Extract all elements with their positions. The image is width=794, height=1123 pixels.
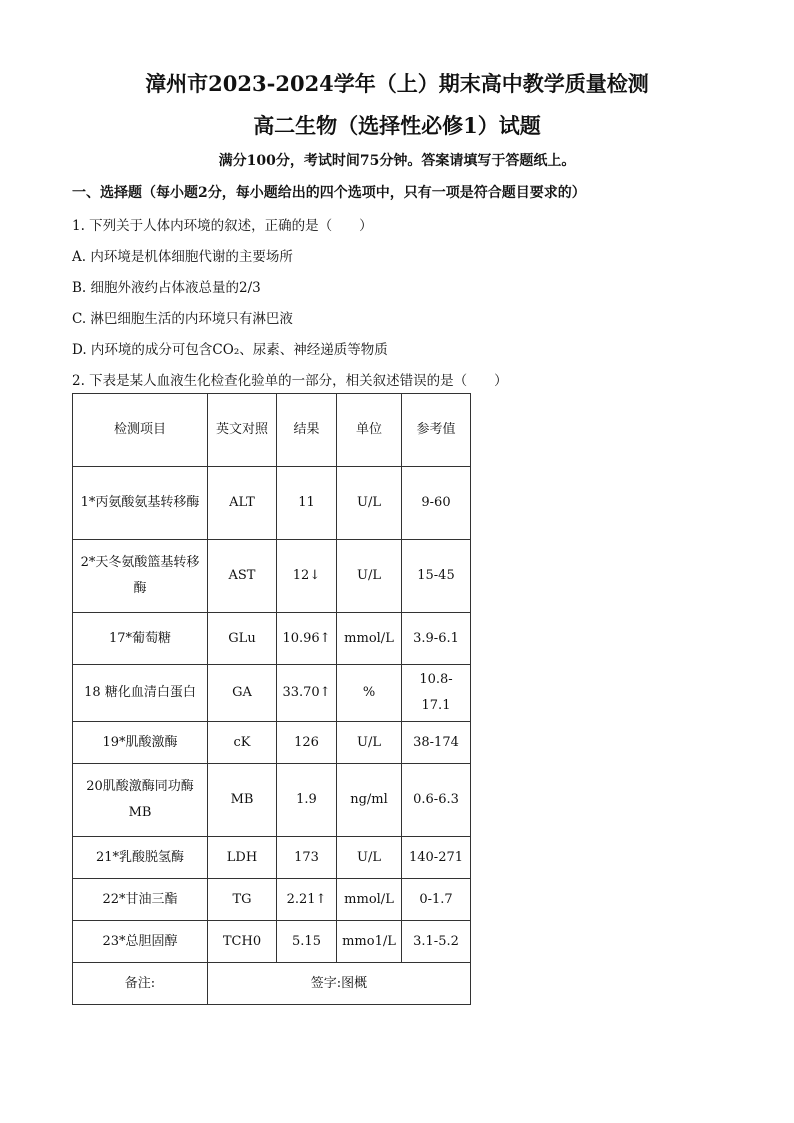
cell-reference: 3.9-6.1 bbox=[402, 613, 471, 665]
cell-reference: 140-271 bbox=[402, 837, 471, 879]
cell-unit: % bbox=[337, 665, 402, 722]
cell-item: 23*总胆固醇 bbox=[73, 921, 208, 963]
cell-item: 1*丙氨酸氨基转移酶 bbox=[73, 467, 208, 540]
table-header-row bbox=[73, 394, 471, 467]
cell-reference: 3.1-5.2 bbox=[402, 921, 471, 963]
table-row bbox=[73, 722, 471, 764]
cell-code: TG bbox=[208, 879, 277, 921]
table-row bbox=[73, 764, 471, 837]
question-1-stem: 1. 下列关于人体内环境的叙述，正确的是（ ） bbox=[72, 218, 373, 234]
question-1-option-d: D. 内环境的成分可包含CO₂、尿素、神经递质等物质 bbox=[72, 342, 388, 358]
cell-reference: 38-174 bbox=[402, 722, 471, 764]
cell-reference: 0-1.7 bbox=[402, 879, 471, 921]
question-2-stem: 2. 下表是某人血液生化检查化验单的一部分，相关叙述错误的是（ ） bbox=[72, 373, 508, 389]
cell-unit: U/L bbox=[337, 722, 402, 764]
signature-cell: 签字:图概 bbox=[208, 963, 471, 1005]
cell-item: 20肌酸激酶同功酶MB bbox=[73, 764, 208, 837]
cell-unit: mmo1/L bbox=[337, 921, 402, 963]
blood-test-table bbox=[72, 393, 471, 1005]
cell-item: 2*天冬氨酸篮基转移酶 bbox=[73, 540, 208, 613]
header-cell: 参考值 bbox=[402, 394, 471, 467]
cell-unit: ng/ml bbox=[337, 764, 402, 837]
cell-reference: 10.8-17.1 bbox=[402, 665, 471, 722]
table-row bbox=[73, 467, 471, 540]
table-row bbox=[73, 879, 471, 921]
cell-result: 33.70↑ bbox=[277, 665, 337, 722]
table-row bbox=[73, 613, 471, 665]
remarks-cell: 备注: bbox=[73, 963, 208, 1005]
question-1-option-b: B. 细胞外液约占体液总量的2/3 bbox=[72, 280, 261, 296]
table-row bbox=[73, 837, 471, 879]
question-1-option-c: C. 淋巴细胞生活的内环境只有淋巴液 bbox=[72, 311, 293, 327]
table-row bbox=[73, 921, 471, 963]
exam-subtitle: 高二生物（选择性必修1）试题 bbox=[253, 113, 541, 138]
cell-code: TCH0 bbox=[208, 921, 277, 963]
cell-code: LDH bbox=[208, 837, 277, 879]
cell-code: cK bbox=[208, 722, 277, 764]
question-1-option-a: A. 内环境是机体细胞代谢的主要场所 bbox=[72, 249, 293, 265]
cell-unit: U/L bbox=[337, 837, 402, 879]
cell-unit: mmol/L bbox=[337, 879, 402, 921]
cell-item: 19*肌酸激酶 bbox=[73, 722, 208, 764]
header-cell: 英文对照 bbox=[208, 394, 277, 467]
exam-instructions: 满分100分，考试时间75分钟。答案请填写于答题纸上。 bbox=[218, 153, 576, 169]
cell-unit: U/L bbox=[337, 467, 402, 540]
header-cell: 单位 bbox=[337, 394, 402, 467]
cell-item: 18 糖化血清白蛋白 bbox=[73, 665, 208, 722]
cell-reference: 0.6-6.3 bbox=[402, 764, 471, 837]
cell-unit: U/L bbox=[337, 540, 402, 613]
exam-title: 漳州市2023-2024学年（上）期末高中教学质量检测 bbox=[145, 71, 649, 96]
cell-reference: 15-45 bbox=[402, 540, 471, 613]
cell-code: GLu bbox=[208, 613, 277, 665]
cell-item: 21*乳酸脱氢酶 bbox=[73, 837, 208, 879]
table-row bbox=[73, 540, 471, 613]
cell-result: 173 bbox=[277, 837, 337, 879]
cell-result: 126 bbox=[277, 722, 337, 764]
cell-code: GA bbox=[208, 665, 277, 722]
table-row bbox=[73, 665, 471, 722]
cell-result: 5.15 bbox=[277, 921, 337, 963]
header-cell: 结果 bbox=[277, 394, 337, 467]
cell-result: 2.21↑ bbox=[277, 879, 337, 921]
cell-result: 1.9 bbox=[277, 764, 337, 837]
cell-result: 10.96↑ bbox=[277, 613, 337, 665]
cell-item: 22*甘油三酯 bbox=[73, 879, 208, 921]
header-cell: 检测项目 bbox=[73, 394, 208, 467]
cell-reference: 9-60 bbox=[402, 467, 471, 540]
cell-code: AST bbox=[208, 540, 277, 613]
table-footer-row bbox=[73, 963, 471, 1005]
cell-unit: mmol/L bbox=[337, 613, 402, 665]
cell-code: ALT bbox=[208, 467, 277, 540]
cell-result: 12↓ bbox=[277, 540, 337, 613]
cell-code: MB bbox=[208, 764, 277, 837]
cell-item: 17*葡萄糖 bbox=[73, 613, 208, 665]
cell-result: 11 bbox=[277, 467, 337, 540]
section-heading: 一、选择题（每小题2分，每小题给出的四个选项中，只有一项是符合题目要求的） bbox=[72, 185, 586, 201]
